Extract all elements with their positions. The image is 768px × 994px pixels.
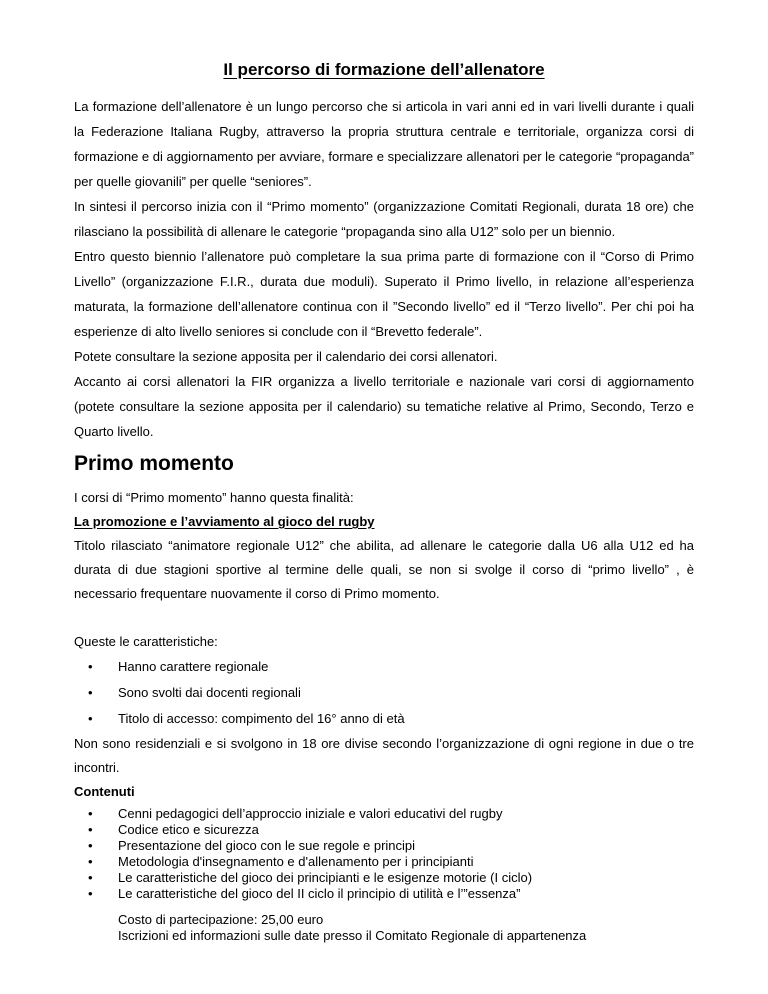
list-item: • Codice etico e sicurezza <box>74 822 694 838</box>
list-item: • Sono svolti dai docenti regionali <box>74 680 694 706</box>
section-body <box>74 486 694 902</box>
list-item: • Presentazione del gioco con le sue regole e principi <box>74 838 694 854</box>
list-item: • Hanno carattere regionale <box>74 654 694 680</box>
registration-text: Iscrizioni ed informazioni sulle date presso il Comitato Regionale di appartenenza <box>118 928 587 943</box>
spacer <box>74 606 694 630</box>
section-heading: Primo momento <box>74 452 234 475</box>
features-intro: Queste le caratteristiche: <box>74 634 218 649</box>
section-description: Titolo rilasciato “animatore regionale U12” che abilita, ad allenare le categorie dalla U6 alla U12 ed ha durata di due stagioni sportive al termine delle quali, se non si svolge il corso di “primo livello” , è necessario frequentare nuovamente il corso di Primo momento. <box>74 538 694 601</box>
intro-paragraph: Entro questo biennio l’allenatore può completare la sua prima parte di formazione con il “Corso di Primo Livello” (organizzazione F.I.R., durata due moduli). Superato il Primo livello, in relazione all’esperienza maturata, la formazione dell’allenatore continua con il ”Secondo livello” ed il “Terzo livello”. Per chi poi ha esperienze di alto livello seniores si conclude con il “Brevetto federale”. <box>74 249 694 339</box>
section-lead: I corsi di “Primo momento” hanno questa finalità: <box>74 490 354 505</box>
cost-text: Costo di partecipazione: 25,00 euro <box>118 912 324 927</box>
section-note: Non sono residenziali e si svolgono in 18 ore divise secondo l’organizzazione di ogni regione in due o tre incontri. <box>74 736 694 775</box>
intro-paragraph: In sintesi il percorso inizia con il “Primo momento” (organizzazione Comitati Regionali, durata 18 ore) che rilasciano la possibilità di allenare le categorie “propaganda sino alla U12” solo per un biennio. <box>74 199 694 239</box>
list-item: • Le caratteristiche del gioco dei principianti e le esigenze motorie (I ciclo) <box>74 870 694 886</box>
list-item: • Titolo di accesso: compimento del 16° anno di età <box>74 706 694 732</box>
features-list <box>74 654 694 732</box>
list-item: • Le caratteristiche del gioco del II ciclo il principio di utilità e l’”essenza” <box>74 886 694 902</box>
intro-text <box>74 94 694 444</box>
intro-paragraph: Accanto ai corsi allenatori la FIR organizza a livello territoriale e nazionale vari corsi di aggiornamento (potete consultare la sezione apposita per il calendario) su tematiche relative al Primo, Secondo, Terzo e Quarto livello. <box>74 374 694 439</box>
list-item: • Metodologia d'insegnamento e d'allenamento per i principianti <box>74 854 694 870</box>
intro-paragraph: La formazione dell’allenatore è un lungo percorso che si articola in vari anni ed in vari livelli durante i quali la Federazione Italiana Rugby, attraverso la propria struttura centrale e territoriale, organizza corsi di formazione e di aggiornamento per avviare, formare e specializzare allenatori per le categorie “propaganda” per quelle giovanili” per quelle “seniores”. <box>74 99 695 189</box>
intro-paragraph: Potete consultare la sezione apposita per il calendario dei corsi allenatori. <box>74 349 498 364</box>
contents-list <box>74 806 694 902</box>
page-title: Il percorso di formazione dell’allenatore <box>223 60 545 79</box>
list-item: • Cenni pedagogici dell’approccio iniziale e valori educativi del rugby <box>74 806 694 822</box>
cost-info <box>118 912 738 944</box>
contents-heading: Contenuti <box>74 784 135 799</box>
section-subheading: La promozione e l’avviamento al gioco del rugby <box>74 514 375 529</box>
